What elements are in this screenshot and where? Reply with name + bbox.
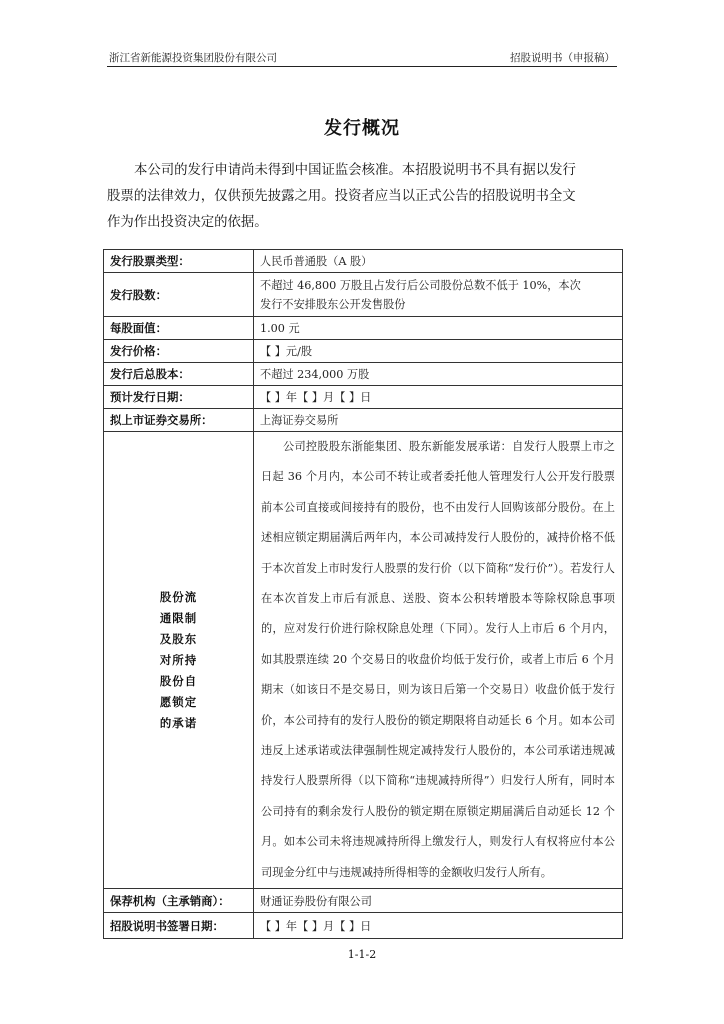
table-row bbox=[104, 363, 623, 386]
row-value: 1.00 元 bbox=[254, 317, 623, 340]
lockup-label-line: 通限制 bbox=[159, 610, 198, 625]
table-row bbox=[104, 913, 623, 939]
row-label: 每股面值： bbox=[104, 317, 254, 340]
row-label: 发行股票类型： bbox=[104, 250, 254, 273]
intro-line: 股票的法律效力，仅供预先披露之用。投资者应当以正式公告的招股说明书全文 bbox=[107, 189, 576, 204]
row-value: 【 】年【 】月【 】日 bbox=[254, 913, 623, 939]
table-row bbox=[104, 409, 623, 432]
row-label: 发行价格： bbox=[104, 340, 254, 363]
page-number: 1-1-2 bbox=[347, 948, 377, 961]
lockup-commitment-text: 公司控股股东浙能集团、股东新能发展承诺：自发行人股票上市之日起 36 个月内，本公司不转让或者委托他人管理发行人公开发行股票前本公司直接或间接持有的股份，也不由发行人回购该部分股份。在上述相应锁定期届满后两年内，本公司减持发行人股份的，减持价格不低于本次首发上市时发行人股票的发行价（以下简称“发行价”）。若发行人在本次首发上市后有派息、送股、资本公积转增股本等除权除息事项的，应对发行价进行除权除息处理（下同）。发行人上市后 6 个月内，如其股票连续 20 个交易日的收盘价均低于发行价，或者上市后 6 个月期末（如该日不是交易日，则为该日后第一个交易日）收盘价低于发行价，本公司持有的发行人股份的锁定期限将自动延长 6 个月。如本公司违反上述承诺或法律强制性规定减持发行人股份的，本公司承诺违规减持发行人股票所得（以下简称“违规减持所得”）归发行人所有，同时本公司持有的剩余发行人股份的锁定期在原锁定期届满后自动延长 12 个月。如本公司未将违规减持所得上缴发行人，则发行人有权将应付本公司现金分红中与违规减持所得相等的金额收归发行人所有。 bbox=[254, 432, 623, 889]
page-title: 发行概况 bbox=[324, 118, 400, 139]
lockup-label-line: 股份自 bbox=[159, 673, 198, 688]
lockup-label-line: 对所持 bbox=[159, 652, 198, 667]
row-value: 【 】元/股 bbox=[254, 340, 623, 363]
row-label: 拟上市证券交易所： bbox=[104, 409, 254, 432]
intro-paragraph bbox=[107, 158, 621, 236]
offering-overview-table bbox=[103, 249, 623, 939]
table-row bbox=[104, 317, 623, 340]
intro-line: 本公司的发行申请尚未得到中国证监会核准。本招股说明书不具有据以发行 bbox=[134, 163, 576, 178]
table-row-lockup bbox=[104, 432, 623, 889]
row-value: 财通证券股份有限公司 bbox=[254, 889, 623, 913]
row-label: 发行股数： bbox=[104, 273, 254, 317]
row-value bbox=[254, 273, 623, 317]
table-row bbox=[104, 340, 623, 363]
table-row bbox=[104, 889, 623, 913]
lockup-label-line: 愿锁定 bbox=[159, 694, 198, 709]
row-value-line: 不超过 46,800 万股且占发行后公司股份总数不低于 10%，本次 bbox=[260, 278, 581, 292]
lockup-label bbox=[104, 432, 254, 889]
row-label: 预计发行日期： bbox=[104, 386, 254, 409]
row-value: 人民币普通股（A 股） bbox=[254, 250, 623, 273]
lockup-label-line: 及股东 bbox=[159, 631, 198, 646]
lockup-label-line: 股份流 bbox=[159, 589, 198, 604]
row-label: 发行后总股本： bbox=[104, 363, 254, 386]
page-header bbox=[107, 50, 617, 67]
intro-line: 作为作出投资决定的依据。 bbox=[107, 215, 268, 230]
table-row bbox=[104, 273, 623, 317]
table-row bbox=[104, 250, 623, 273]
row-value-line: 发行不安排股东公开发售股份 bbox=[260, 297, 406, 311]
row-value: 不超过 234,000 万股 bbox=[254, 363, 623, 386]
table-row bbox=[104, 386, 623, 409]
lockup-label-line: 的承诺 bbox=[159, 715, 198, 730]
header-company: 浙江省新能源投资集团股份有限公司 bbox=[109, 52, 277, 64]
row-label: 招股说明书签署日期： bbox=[104, 913, 254, 939]
row-value: 上海证券交易所 bbox=[254, 409, 623, 432]
row-label: 保荐机构（主承销商）： bbox=[104, 889, 254, 913]
row-value: 【 】年【 】月【 】日 bbox=[254, 386, 623, 409]
header-doc-type: 招股说明书（申报稿） bbox=[510, 52, 615, 64]
